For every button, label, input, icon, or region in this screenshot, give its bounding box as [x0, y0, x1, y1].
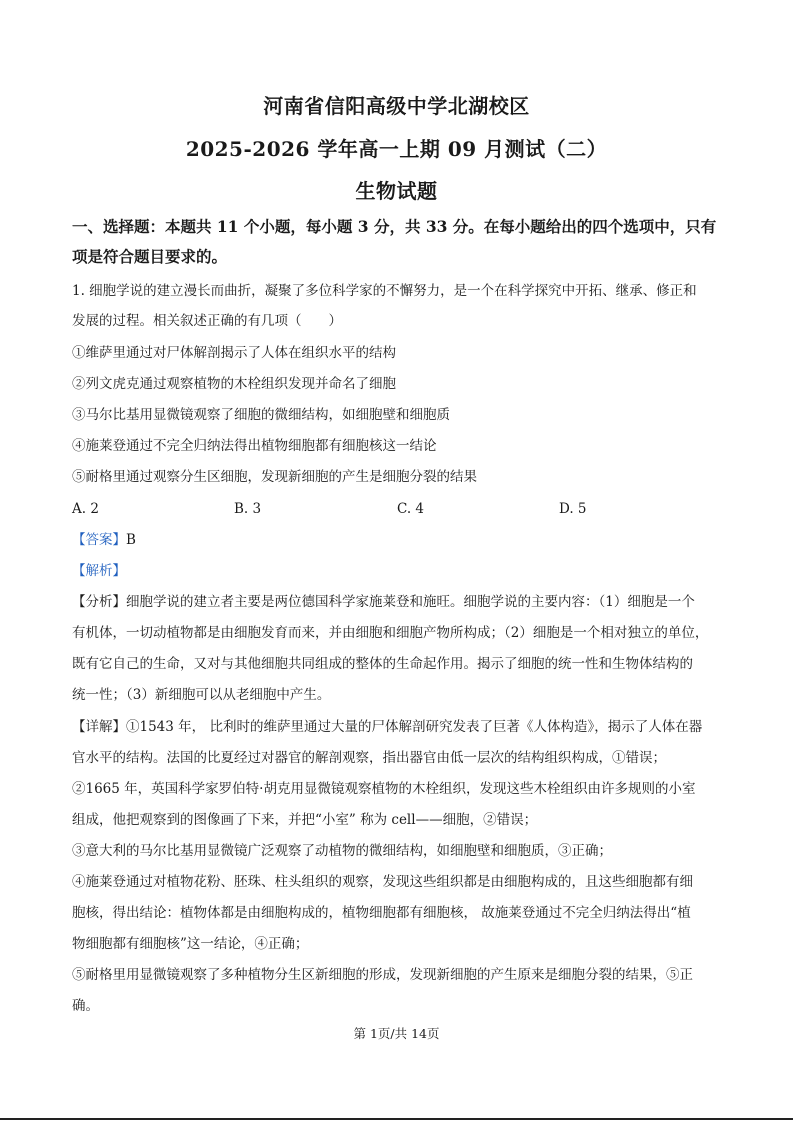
answer-tag: 【答案】 — [72, 532, 126, 548]
subject-title: 生物试题 — [355, 179, 438, 203]
section-heading-line2: 项是符合题目要求的。 — [72, 247, 228, 266]
statement-1: ①维萨里通过对尸体解剖揭示了人体在组织水平的结构 — [72, 345, 396, 361]
analysis-line-4: 统一性；（3）新细胞可以从老细胞中产生。 — [72, 687, 331, 703]
detail-line-5: ③意大利的马尔比基用显微镜广泛观察了动植物的微细结构，如细胞壁和细胞质，③正确； — [72, 843, 612, 859]
detail-line-3: ②1665 年，英国科学家罗伯特·胡克用显微镜观察植物的木栓组织，发现这些木栓组织由许多规则的小室 — [72, 781, 696, 797]
question-stem-line2: 发展的过程。相关叙述正确的有几项（ ） — [72, 313, 342, 329]
detail-line-7: 胞核，得出结论：植物体都是由细胞构成的，植物细胞都有细胞核， 故施莱登通过不完全归纳法得出“植 — [72, 905, 691, 921]
detail-line-10: 确。 — [72, 998, 99, 1014]
analysis-line-2: 有机体，一切动植物都是由细胞发育而来，并由细胞和细胞产物所构成；（2）细胞是一个相对独立的单位， — [72, 625, 709, 641]
answer-value: B — [126, 532, 136, 548]
statement-2: ②列文虎克通过观察植物的木栓组织发现并命名了细胞 — [72, 376, 396, 392]
analysis-heading-line — [72, 561, 126, 581]
option-c: C. 4 — [397, 501, 425, 517]
detail-line-4: 组成，他把观察到的图像画了下来，并把“小室” 称为 cell——细胞，②错误； — [72, 812, 538, 828]
section-heading-line1: 一、选择题：本题共 11 个小题，每小题 3 分，共 33 分。在每小题给出的四个选项中，只有 — [72, 217, 717, 236]
option-b: B. 3 — [234, 501, 262, 517]
detail-line-1 — [72, 717, 702, 737]
analysis-text-1: 细胞学说的建立者主要是两位德国科学家施莱登和施旺。细胞学说的主要内容：（1）细胞是一个 — [126, 594, 695, 610]
analysis-tag: 【分析】 — [72, 594, 126, 610]
detail-line-9: ⑤耐格里用显微镜观察了多种植物分生区新细胞的形成，发现新细胞的产生原来是细胞分裂的结果，⑤正 — [72, 967, 693, 983]
bottom-divider — [0, 1118, 793, 1120]
statement-5: ⑤耐格里通过观察分生区细胞，发现新细胞的产生是细胞分裂的结果 — [72, 469, 477, 485]
question-stem-line1: 1. 细胞学说的建立漫长而曲折，凝聚了多位科学家的不懈努力，是一个在科学探究中开拓、继承、修正和 — [72, 283, 697, 299]
detail-tag: 【详解】 — [72, 719, 126, 735]
answer-line — [72, 530, 136, 550]
page-number: 第 1页/共 14页 — [353, 1026, 440, 1041]
analysis-heading-tag: 【解析】 — [72, 563, 126, 579]
statement-3: ③马尔比基用显微镜观察了细胞的微细结构，如细胞壁和细胞质 — [72, 407, 450, 423]
detail-text-1: ①1543 年， 比利时的维萨里通过大量的尸体解剖研究发表了巨著《人体构造》，揭示了人体在器 — [126, 719, 703, 735]
option-d: D. 5 — [559, 501, 587, 517]
detail-line-6: ④施莱登通过对植物花粉、胚珠、柱头组织的观察，发现这些组织都是由细胞构成的，且这些细胞都有细 — [72, 874, 693, 890]
option-a: A. 2 — [72, 501, 99, 517]
school-title: 河南省信阳高级中学北湖校区 — [263, 94, 530, 118]
statement-4: ④施莱登通过不完全归纳法得出植物细胞都有细胞核这一结论 — [72, 438, 437, 454]
analysis-line-1 — [72, 592, 695, 612]
detail-line-2: 官水平的结构。法国的比夏经过对器官的解剖观察，指出器官由低一层次的结构组织构成，①错误； — [72, 750, 666, 766]
analysis-line-3: 既有它自己的生命，又对与其他细胞共同组成的整体的生命起作用。揭示了细胞的统一性和生物体结构的 — [72, 656, 693, 672]
detail-line-8: 物细胞都有细胞核”这一结论，④正确； — [72, 936, 309, 952]
exam-title: 2025-2026 学年高一上期 09 月测试（二） — [185, 137, 608, 161]
